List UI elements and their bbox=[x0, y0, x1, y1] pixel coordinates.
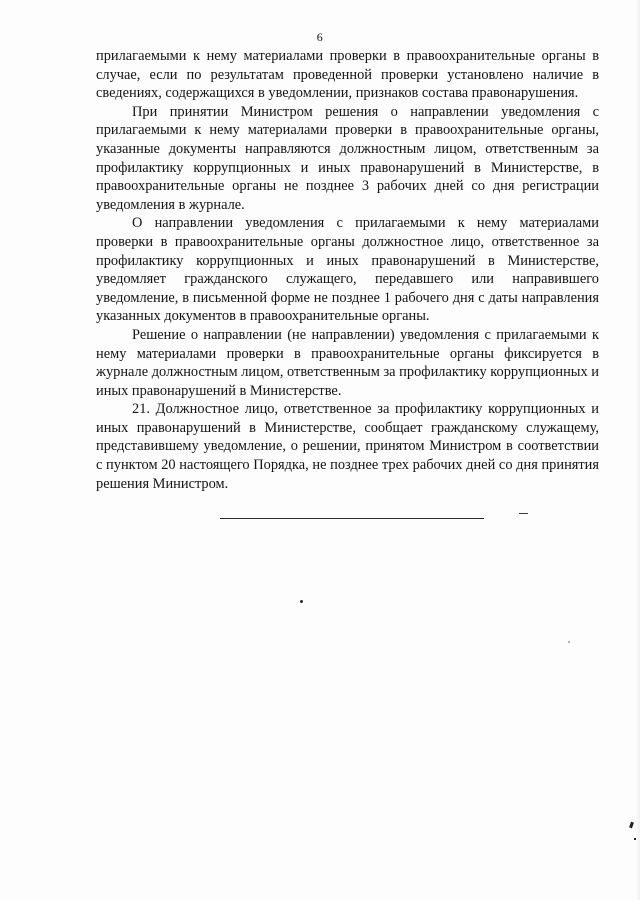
page-number: 6 bbox=[316, 30, 324, 44]
paragraph-notify-servant: О направлении уведомления с прилагаемыми к нему материалами проверки в правоохранительные органы должностное лицо, ответственное за профилактику коррупционных и иных правонарушений в Министерстве, уведомляет гражданского служащего, передавшего или направившего уведомление, в письменной форме не позднее 1 рабочего дня с даты направления указанных документов в правоохранительные органы. bbox=[96, 215, 599, 325]
paragraph-journal-record: Решение о направлении (не направлении) уведомления с прилагаемыми к нему материалами проверки в правоохранительные органы фиксируется в журнале должностным лицом, ответственным за профилактику коррупционных и иных правонарушений в Министерстве. bbox=[96, 326, 599, 399]
document-body bbox=[96, 47, 599, 493]
paragraph-referral-decision: При принятии Министром решения о направлении уведомления с прилагаемыми к нему материалами проверки в правоохранительные органы, указанные документы направляются должностным лицом, ответственным за профилактику коррупционных и иных правонарушений в Министерстве, в правоохранительные органы не позднее 3 рабочих дней со дня регистрации уведомления в журнале. bbox=[96, 103, 599, 213]
closing-separator-line bbox=[220, 518, 484, 519]
scan-dot bbox=[300, 600, 303, 603]
scan-speck bbox=[568, 641, 570, 643]
scan-speck bbox=[629, 822, 634, 829]
scan-mark bbox=[519, 513, 528, 514]
paragraph-item-21: 21. Должностное лицо, ответственное за профилактику коррупционных и иных правонарушений в Министерстве, сообщает гражданскому служащему, представившему уведомление, о решении, принятом Министром в соответствии с пунктом 20 настоящего Порядка, не позднее трех рабочих дней со дня принятия решения Министром. bbox=[96, 401, 599, 492]
scan-edge-shadow bbox=[636, 0, 640, 900]
paragraph-continuation: прилагаемыми к нему материалами проверки в правоохранительные органы в случае, если по результатам проведенной проверки установлено наличие в сведениях, содержащихся в уведомлении, признаков состава правонарушения. bbox=[96, 48, 599, 102]
